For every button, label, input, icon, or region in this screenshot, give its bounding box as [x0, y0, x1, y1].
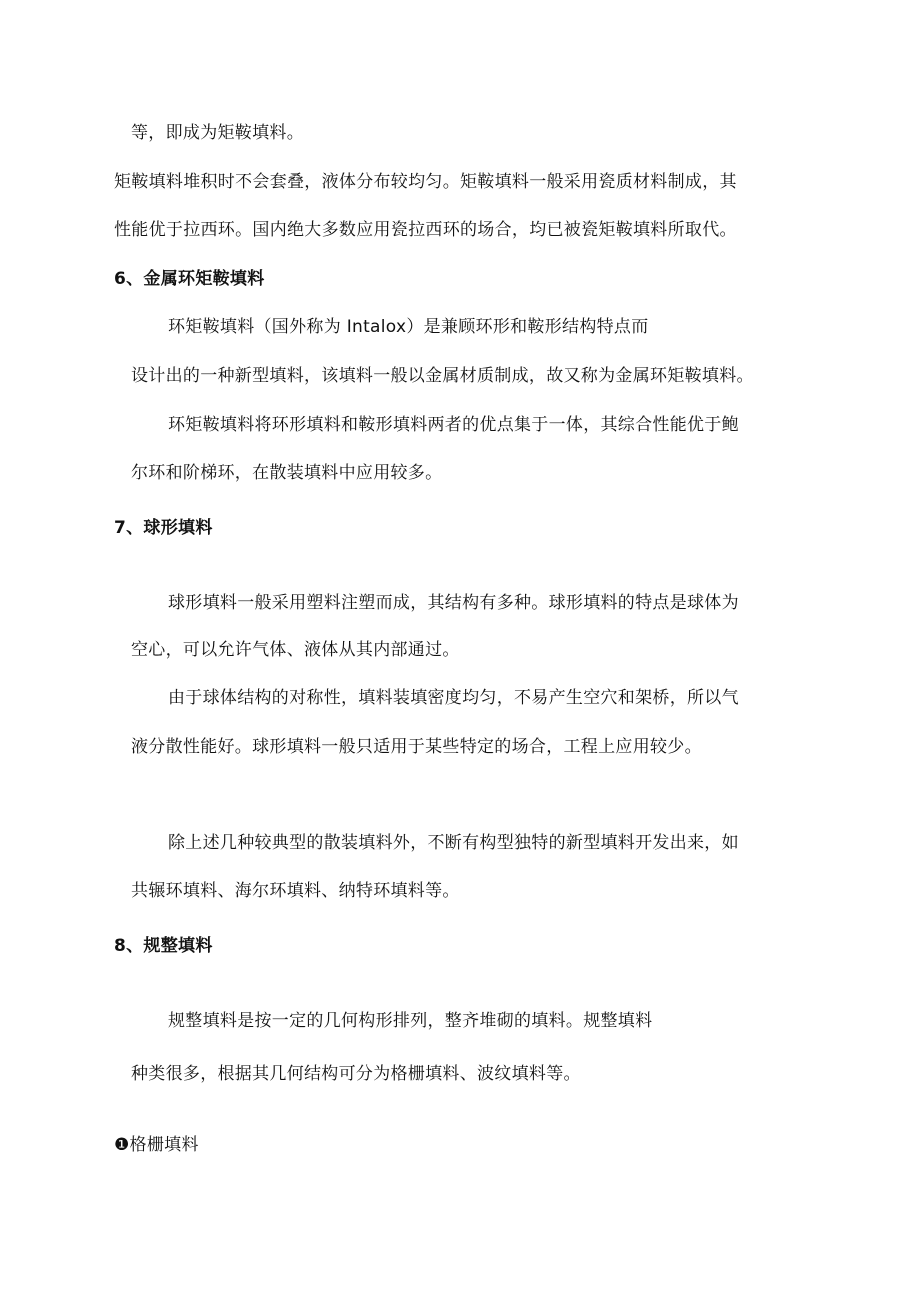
paragraph-line: 规整填料是按一定的几何构形排列，整齐堆砌的填料。规整填料 — [168, 1011, 653, 1031]
section-heading-7: 7、球形填料 — [114, 518, 213, 538]
paragraph-line: 环矩鞍填料（国外称为 Intalox）是兼顾环形和鞍形结构特点而 — [168, 317, 649, 337]
subsection-heading-grid-packing: ❶格栅填料 — [114, 1135, 199, 1155]
paragraph-line: 空心，可以允许气体、液体从其内部通过。 — [131, 640, 460, 660]
paragraph-line: 由于球体结构的对称性，填料装填密度均匀，不易产生空穴和架桥，所以气 — [168, 688, 739, 708]
paragraph-line: 环矩鞍填料将环形填料和鞍形填料两者的优点集于一体，其综合性能优于鲍 — [168, 415, 739, 435]
paragraph-line: 除上述几种较典型的散装填料外，不断有构型独特的新型填料开发出来，如 — [168, 833, 739, 853]
paragraph-line: 设计出的一种新型填料，该填料一般以金属材质制成，故又称为金属环矩鞍填料。 — [131, 366, 754, 386]
section-heading-6: 6、金属环矩鞍填料 — [114, 269, 265, 289]
paragraph-line: 种类很多，根据其几何结构可分为格栅填料、波纹填料等。 — [131, 1064, 581, 1084]
section-heading-8: 8、规整填料 — [114, 936, 213, 956]
paragraph-line: 矩鞍填料堆积时不会套叠，液体分布较均匀。矩鞍填料一般采用瓷质材料制成，其 — [114, 172, 737, 192]
paragraph-line: 尔环和阶梯环，在散装填料中应用较多。 — [131, 463, 443, 483]
paragraph-line: 等，即成为矩鞍填料。 — [131, 123, 304, 143]
paragraph-line: 性能优于拉西环。国内绝大多数应用瓷拉西环的场合，均已被瓷矩鞍填料所取代。 — [114, 220, 737, 240]
paragraph-line: 球形填料一般采用塑料注塑而成，其结构有多种。球形填料的特点是球体为 — [168, 593, 739, 613]
paragraph-line: 共辗环填料、海尔环填料、纳特环填料等。 — [131, 881, 460, 901]
paragraph-line: 液分散性能好。球形填料一般只适用于某些特定的场合，工程上应用较少。 — [131, 737, 702, 757]
